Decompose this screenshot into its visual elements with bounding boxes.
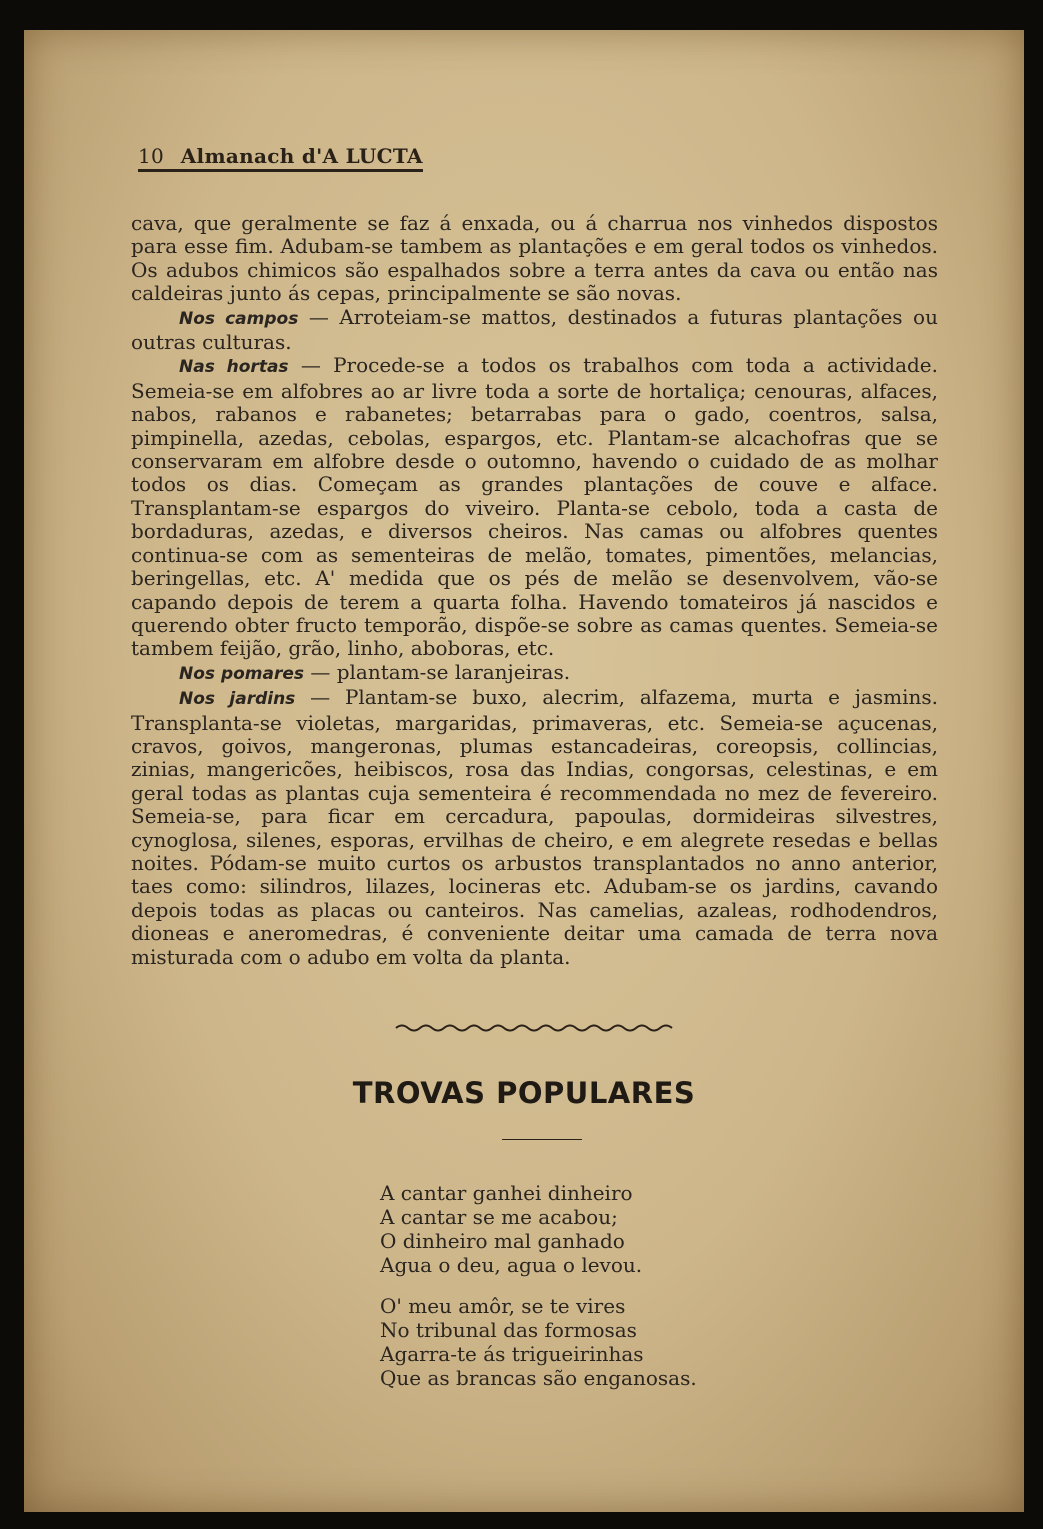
poem-line: O' meu amôr, se te vires bbox=[380, 1294, 626, 1318]
paragraph-text: — plantam-se laranjeiras. bbox=[304, 659, 571, 684]
paragraph-nos-campos bbox=[131, 306, 938, 355]
paragraph-nos-pomares bbox=[131, 661, 938, 686]
wavy-divider-ornament bbox=[394, 1022, 680, 1034]
poem-line: Que as brancas são enganosas. bbox=[380, 1366, 697, 1390]
poem-line: Agua o deu, agua o levou. bbox=[380, 1253, 643, 1277]
almanac-title: Almanach d'A LUCTA bbox=[180, 144, 423, 168]
page-number: 10 bbox=[138, 144, 165, 168]
title-underline-rule bbox=[502, 1139, 582, 1140]
poem-line: A cantar se me acabou; bbox=[380, 1205, 618, 1229]
paragraph-text: cava, que geralmente se faz á enxada, ou á charrua nos vinhedos dispostos para esse fim. Adubam-se tambem as plantações e em geral todos os vinhedos. Os adubos chimicos são espalhados sobre a terra antes da cava ou então nas caldeiras junto ás cepas, principalmente se são novas. bbox=[131, 211, 938, 306]
body-text bbox=[131, 212, 938, 969]
page bbox=[24, 30, 1024, 1512]
paragraph-lead: Nos pomares bbox=[179, 663, 305, 684]
poem bbox=[380, 1181, 800, 1407]
running-header bbox=[138, 144, 423, 172]
paragraph-cava bbox=[131, 212, 938, 306]
poem-line: No tribunal das formosas bbox=[380, 1318, 637, 1342]
poem-stanza-1 bbox=[380, 1181, 800, 1277]
paragraph-text: — Arroteiam-se mattos, destinados a futuras plantações ou outras culturas. bbox=[131, 304, 938, 355]
paragraph-lead: Nas hortas bbox=[179, 357, 289, 378]
paragraph-text: — Procede-se a todos os trabalhos com toda a actividade. Semeia-se em alfobres ao ar livre toda a sorte de hortaliça; cenouras, alfaces, nabos, rabanos e rabanetes; betarrabas para o gado, coentros, salsa, pimpinella, azedas, cebolas, espargos, etc. Plantam-se alcachofras que se conservaram em alfobre desde o outomno, havendo o cuidado de as molhar todos os dias. Começam as grandes plantações de couve e alface. Transplantam-se espargos do viveiro. Planta-se cebolo, toda a casta de bordaduras, azedas, e diversos cheiros. Nas camas ou alfobres quentes continua-se com as sementeiras de melão, tomates, pimentões, melancias, beringellas, etc. A' medida que os pés de melão se desenvolvem, vão-se capando depois de terem a quarta folha. Havendo tomateiros já nascidos e querendo obter fructo temporão, dispõe-se sobre as camas quentes. Semeia-se tambem feijão, grão, linho, aboboras, etc. bbox=[131, 353, 939, 661]
paragraph-lead: Nos jardins bbox=[179, 689, 296, 710]
poem-line: A cantar ganhei dinheiro bbox=[380, 1181, 633, 1205]
paragraph-nos-jardins bbox=[131, 686, 938, 969]
poem-stanza-2 bbox=[380, 1294, 800, 1390]
paragraph-text: — Plantam-se buxo, alecrim, alfazema, murta e jasmins. Transplanta-se violetas, margaridas, primaveras, etc. Semeia-se açucenas, cravos, goivos, mangeronas, plumas estancadeiras, coreopsis, collincias, zinias, mangericões, heibiscos, rosa das Indias, congorsas, celestinas, e em geral todas as plantas cuja sementeira é recommendada no mez de fevereiro. Semeia-se, para ficar em cercadura, papoulas, dormideiras silvestres, cynoglosa, silenes, esporas, ervilhas de cheiro, e em alegrete resedas e bellas noites. Pódam-se muito curtos os arbustos transplantados no anno anterior, taes como: silindros, lilazes, locineras etc. Adubam-se os jardins, cavando depois todas as placas ou canteiros. Nas camelias, azaleas, rodhodendros, dioneas e aneromedras, é conveniente deitar uma camada de terra nova misturada com o adubo em volta da planta. bbox=[131, 685, 938, 969]
poem-line: O dinheiro mal ganhado bbox=[380, 1229, 625, 1253]
paragraph-lead: Nos campos bbox=[179, 308, 299, 329]
paragraph-nas-hortas bbox=[131, 354, 938, 660]
poem-line: Agarra-te ás trigueirinhas bbox=[380, 1342, 644, 1366]
section-title: TROVAS POPULARES bbox=[352, 1076, 696, 1110]
